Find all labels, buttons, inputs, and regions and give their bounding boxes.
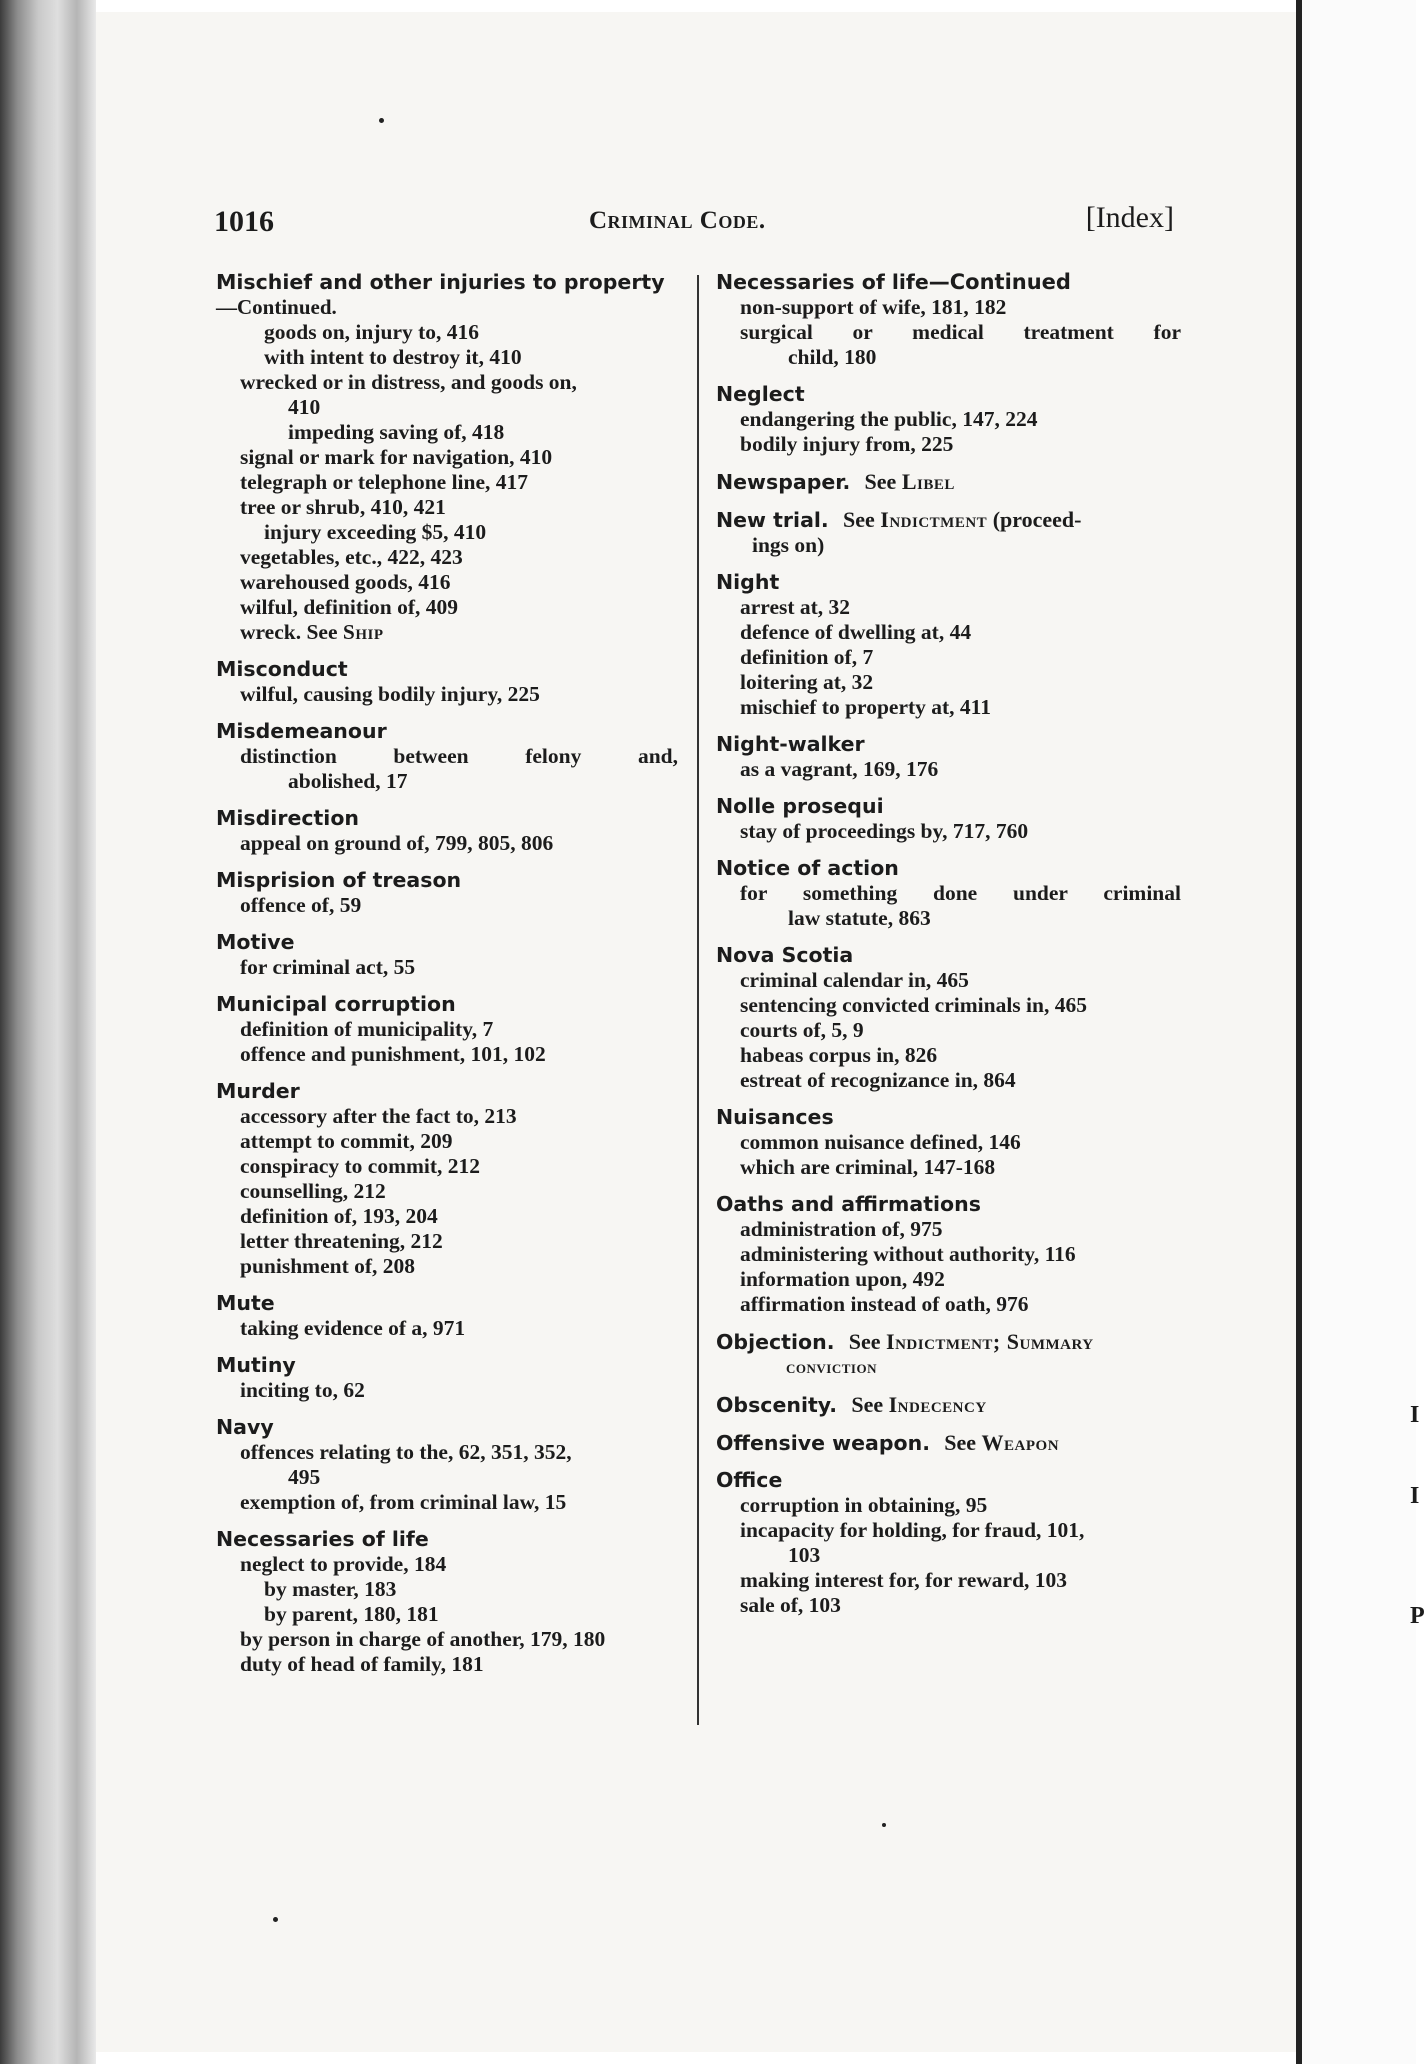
sub-entry: impeding saving of, 418 <box>288 420 505 444</box>
entry-heading: Motive <box>216 930 295 954</box>
sub-entry: goods on, injury to, 416 <box>264 320 480 344</box>
sub-entry <box>216 620 678 645</box>
index-entry <box>716 732 1181 782</box>
entry-heading: Municipal corruption <box>216 992 456 1016</box>
sub-entry-continuation: 103 <box>788 1543 821 1567</box>
index-entry <box>716 469 1181 495</box>
entry-heading: Misconduct <box>216 657 348 681</box>
sub-entry: sale of, 103 <box>740 1593 841 1617</box>
entry-heading-text: Offensive weapon. <box>716 1431 930 1455</box>
entry-heading-text: Objection. <box>716 1330 835 1354</box>
entry-heading: Nuisances <box>716 1105 834 1129</box>
sub-entry: courts of, 5, 9 <box>740 1018 864 1042</box>
sub-entry: wilful, causing bodily injury, 225 <box>240 682 540 706</box>
entry-heading-text: Newspaper. <box>716 470 851 494</box>
sub-entry: incapacity for holding, for fraud, 101, <box>740 1518 1085 1542</box>
sub-entry: wrecked or in distress, and goods on, <box>240 370 577 394</box>
running-title: Criminal Code. <box>589 207 766 234</box>
entry-heading: Necessaries of life <box>216 1527 429 1551</box>
sub-entry: administering without authority, 116 <box>740 1242 1076 1266</box>
book-page-edges <box>0 0 96 2064</box>
entry-heading: Nolle prosequi <box>716 794 884 818</box>
entry-heading-text: Obscenity. <box>716 1393 838 1417</box>
sub-entry: appeal on ground of, 799, 805, 806 <box>240 831 554 855</box>
sub-entry: mischief to property at, 411 <box>740 695 991 719</box>
index-column-left <box>216 270 678 1689</box>
index-entry <box>216 868 678 918</box>
index-entry <box>216 1527 678 1677</box>
entry-heading: Navy <box>216 1415 274 1439</box>
sub-entry: as a vagrant, 169, 176 <box>740 757 939 781</box>
sub-entry: bodily injury from, 225 <box>740 432 954 456</box>
sub-entry: endangering the public, 147, 224 <box>740 407 1038 431</box>
sub-entry: definition of municipality, 7 <box>240 1017 494 1041</box>
entry-heading: Mute <box>216 1291 275 1315</box>
sub-entry: signal or mark for navigation, 410 <box>240 445 553 469</box>
index-entry <box>716 1192 1181 1317</box>
sub-entry: definition of, 7 <box>740 645 874 669</box>
print-speck <box>379 118 384 123</box>
entry-heading: Neglect <box>716 382 805 406</box>
cross-reference: Indictment <box>880 507 988 532</box>
sub-entry: exemption of, from criminal law, 15 <box>240 1490 567 1514</box>
sub-entry: surgical or medical treatment for <box>740 320 1181 344</box>
sub-entry-continuation: 410 <box>288 395 321 419</box>
sub-entry: tree or shrub, 410, 421 <box>240 495 446 519</box>
index-entry <box>716 943 1181 1093</box>
sub-entry: conspiracy to commit, 212 <box>240 1154 481 1178</box>
index-entry <box>716 382 1181 457</box>
index-entry <box>716 794 1181 844</box>
entry-heading <box>716 1392 1181 1418</box>
index-entry <box>716 1105 1181 1180</box>
sub-entry: habeas corpus in, 826 <box>740 1043 938 1067</box>
sub-entry: offences relating to the, 62, 351, 352, <box>240 1440 572 1464</box>
entry-heading <box>716 469 1181 495</box>
facing-page-letter: P <box>1410 1603 1425 1629</box>
sub-entry: inciting to, 62 <box>240 1378 365 1402</box>
entry-heading: Misdirection <box>216 806 359 830</box>
index-column-right <box>716 270 1181 1630</box>
sub-entry: making interest for, for reward, 103 <box>740 1568 1068 1592</box>
index-entry <box>216 1353 678 1403</box>
print-speck <box>273 1917 278 1922</box>
entry-heading: Murder <box>216 1079 300 1103</box>
see-text: See <box>843 507 881 532</box>
index-entry <box>216 1291 678 1341</box>
entry-heading: Notice of action <box>716 856 899 880</box>
sub-entry: taking evidence of a, 971 <box>240 1316 466 1340</box>
facing-page-letter: I <box>1410 1402 1420 1428</box>
sub-entry: duty of head of family, 181 <box>240 1652 484 1676</box>
see-text: wreck. See <box>240 620 343 644</box>
sub-entry: injury exceeding $5, 410 <box>264 520 487 544</box>
entry-heading: Nova Scotia <box>716 943 854 967</box>
sub-entry: for something done under criminal <box>740 881 1181 905</box>
index-entry <box>716 1468 1181 1618</box>
entry-heading: Misprision of treason <box>216 868 462 892</box>
sub-entry: warehoused goods, 416 <box>240 570 451 594</box>
sub-entry: with intent to destroy it, 410 <box>264 345 522 369</box>
entry-heading: Mischief and other injuries to property <box>216 270 665 294</box>
facing-page-edge <box>1302 0 1425 2064</box>
sub-entry: by person in charge of another, 179, 180 <box>240 1627 606 1651</box>
see-text: See <box>851 1392 889 1417</box>
sub-entry: criminal calendar in, 465 <box>740 968 969 992</box>
cross-reference: Indecency <box>888 1392 987 1417</box>
sub-entry: attempt to commit, 209 <box>240 1129 453 1153</box>
facing-page-letter: I <box>1410 1483 1420 1509</box>
index-entry <box>716 856 1181 931</box>
see-text: See <box>864 469 902 494</box>
sub-entry: sentencing convicted criminals in, 465 <box>740 993 1087 1017</box>
sub-entry: vegetables, etc., 422, 423 <box>240 545 463 569</box>
entry-heading: Night-walker <box>716 732 865 756</box>
running-head <box>214 201 1174 245</box>
sub-entry: offence and punishment, 101, 102 <box>240 1042 546 1066</box>
entry-heading: Night <box>716 570 780 594</box>
sub-entry: counselling, 212 <box>240 1179 386 1203</box>
entry-heading <box>716 1329 1181 1355</box>
sub-entry: telegraph or telephone line, 417 <box>240 470 529 494</box>
sub-entry: non-support of wife, 181, 182 <box>740 295 1007 319</box>
sub-entry-continuation: abolished, 17 <box>288 769 408 793</box>
index-entry <box>216 1079 678 1279</box>
sub-entry: for criminal act, 55 <box>240 955 416 979</box>
cross-reference: Weapon <box>981 1430 1060 1455</box>
index-entry <box>716 1392 1181 1418</box>
sub-entry: common nuisance defined, 146 <box>740 1130 1021 1154</box>
heading-continuation: ings on) <box>752 533 825 557</box>
entry-heading-text: New trial. <box>716 508 829 532</box>
sub-entry: letter threatening, 212 <box>240 1229 443 1253</box>
print-speck <box>882 1823 886 1827</box>
sub-entry: arrest at, 32 <box>740 595 851 619</box>
sub-entry-continuation: 495 <box>288 1465 321 1489</box>
entry-heading <box>716 1430 1181 1456</box>
sub-entry: distinction between felony and, <box>240 744 678 768</box>
entry-heading <box>716 270 1181 295</box>
index-entry <box>216 992 678 1067</box>
index-entry <box>216 270 678 645</box>
index-entry <box>716 1329 1181 1380</box>
index-entry <box>716 1430 1181 1456</box>
index-entry <box>216 1415 678 1515</box>
entry-heading: Oaths and affirmations <box>716 1192 981 1216</box>
sub-entry: estreat of recognizance in, 864 <box>740 1068 1016 1092</box>
entry-heading: Office <box>716 1468 783 1492</box>
sub-entry: accessory after the fact to, 213 <box>240 1104 517 1128</box>
index-entry <box>216 806 678 856</box>
sub-entry: which are criminal, 147-168 <box>740 1155 996 1179</box>
sub-entry: punishment of, 208 <box>240 1254 416 1278</box>
sub-entry: defence of dwelling at, 44 <box>740 620 972 644</box>
sub-entry: affirmation instead of oath, 976 <box>740 1292 1029 1316</box>
sub-entry: corruption in obtaining, 95 <box>740 1493 988 1517</box>
index-entry <box>716 507 1181 558</box>
sub-entry: by parent, 180, 181 <box>264 1602 439 1626</box>
cross-reference: Indictment; Summary <box>886 1329 1094 1354</box>
column-divider <box>697 275 699 1725</box>
index-entry <box>216 657 678 707</box>
cross-reference: Ship <box>342 620 384 644</box>
index-entry <box>716 570 1181 720</box>
page-number: 1016 <box>214 205 274 238</box>
sub-entry: administration of, 975 <box>740 1217 943 1241</box>
sub-entry-continuation: law statute, 863 <box>788 906 931 930</box>
sub-entry: stay of proceedings by, 717, 760 <box>740 819 1029 843</box>
entry-heading: Misdemeanour <box>216 719 387 743</box>
sub-entry: neglect to provide, 184 <box>240 1552 447 1576</box>
continued-label: —Continued <box>928 270 1071 294</box>
see-text: See <box>848 1329 887 1354</box>
sub-entry: by master, 183 <box>264 1577 397 1601</box>
entry-heading: Mutiny <box>216 1353 296 1377</box>
cross-reference: Libel <box>901 469 955 494</box>
see-text: See <box>944 1430 982 1455</box>
sub-entry: offence of, 59 <box>240 893 362 917</box>
sub-entry: loitering at, 32 <box>740 670 874 694</box>
entry-heading <box>716 507 1181 533</box>
continued-label: —Continued. <box>216 295 337 319</box>
sub-entry-continuation: child, 180 <box>788 345 877 369</box>
index-entry <box>716 270 1181 370</box>
cross-reference-detail: (proceed- <box>987 507 1082 532</box>
sub-entry: definition of, 193, 204 <box>240 1204 438 1228</box>
heading-continuation: conviction <box>786 1357 877 1378</box>
index-entry <box>216 719 678 794</box>
index-entry <box>216 930 678 980</box>
sub-entry: information upon, 492 <box>740 1267 945 1291</box>
sub-entry: wilful, definition of, 409 <box>240 595 459 619</box>
entry-heading-text: Necessaries of life <box>716 270 929 294</box>
section-label: [Index] <box>1085 201 1174 234</box>
